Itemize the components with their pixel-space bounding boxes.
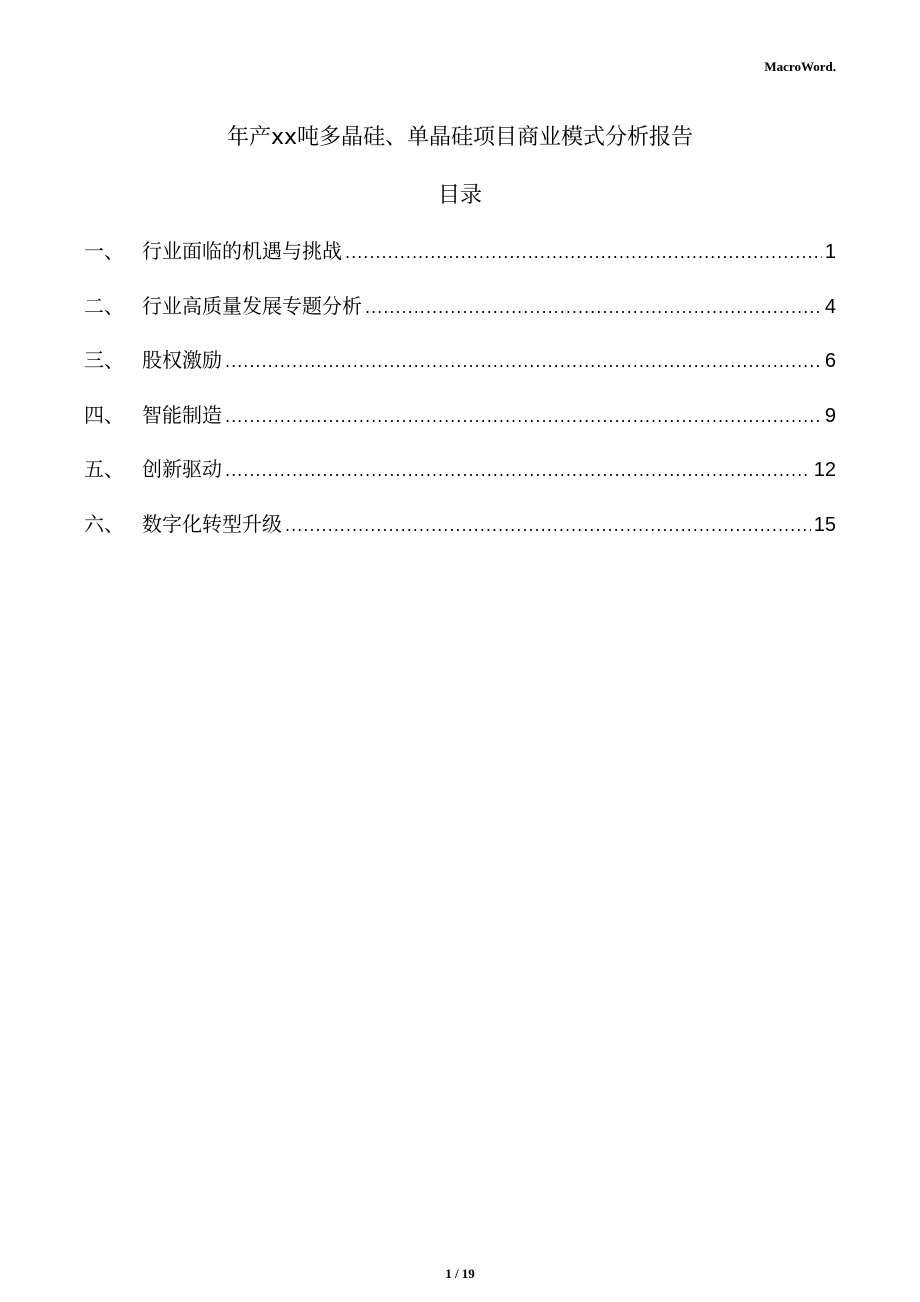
toc-heading: 目录 [437, 183, 482, 208]
toc-entry-page: 9 [824, 404, 836, 427]
toc-dot-leader [225, 400, 822, 434]
toc-entry-title: 股权激励 [142, 348, 222, 373]
toc-entry-title: 创新驱动 [142, 457, 222, 482]
page-number-footer: 1 / 19 [445, 1266, 475, 1281]
toc-entry-page: 1 [824, 241, 836, 263]
toc-entry-1[interactable] [84, 234, 836, 268]
toc-dot-leader [345, 236, 822, 270]
toc-entry-4[interactable] [84, 398, 836, 432]
toc-entry-page: 12 [813, 459, 836, 482]
toc-entry-number: 四、 [84, 402, 124, 427]
header-brand: MacroWord. [764, 59, 836, 74]
toc-entry-5[interactable] [84, 452, 836, 486]
toc-entry-title: 智能制造 [142, 402, 222, 427]
toc-entry-number: 六、 [84, 511, 124, 536]
table-of-contents [84, 234, 836, 562]
toc-entry-2[interactable] [84, 289, 836, 323]
toc-entry-number: 三、 [84, 348, 124, 373]
toc-entry-6[interactable] [84, 507, 836, 541]
toc-entry-page: 6 [824, 350, 836, 373]
toc-entry-title: 数字化转型升级 [142, 511, 282, 536]
toc-entry-3[interactable] [84, 343, 836, 377]
toc-entry-title: 行业面临的机遇与挑战 [142, 239, 342, 263]
toc-entry-title: 行业高质量发展专题分析 [142, 293, 362, 318]
toc-dot-leader [225, 454, 811, 488]
toc-entry-number: 五、 [84, 457, 124, 482]
toc-dot-leader [285, 509, 811, 543]
document-title: 年产xx吨多晶硅、单晶硅项目商业模式分析报告 [226, 125, 694, 150]
toc-dot-leader [225, 345, 822, 379]
toc-entry-number: 一、 [84, 239, 124, 263]
toc-dot-leader [365, 291, 822, 325]
toc-entry-page: 15 [813, 513, 836, 536]
toc-entry-number: 二、 [84, 293, 124, 318]
toc-entry-page: 4 [824, 295, 836, 318]
